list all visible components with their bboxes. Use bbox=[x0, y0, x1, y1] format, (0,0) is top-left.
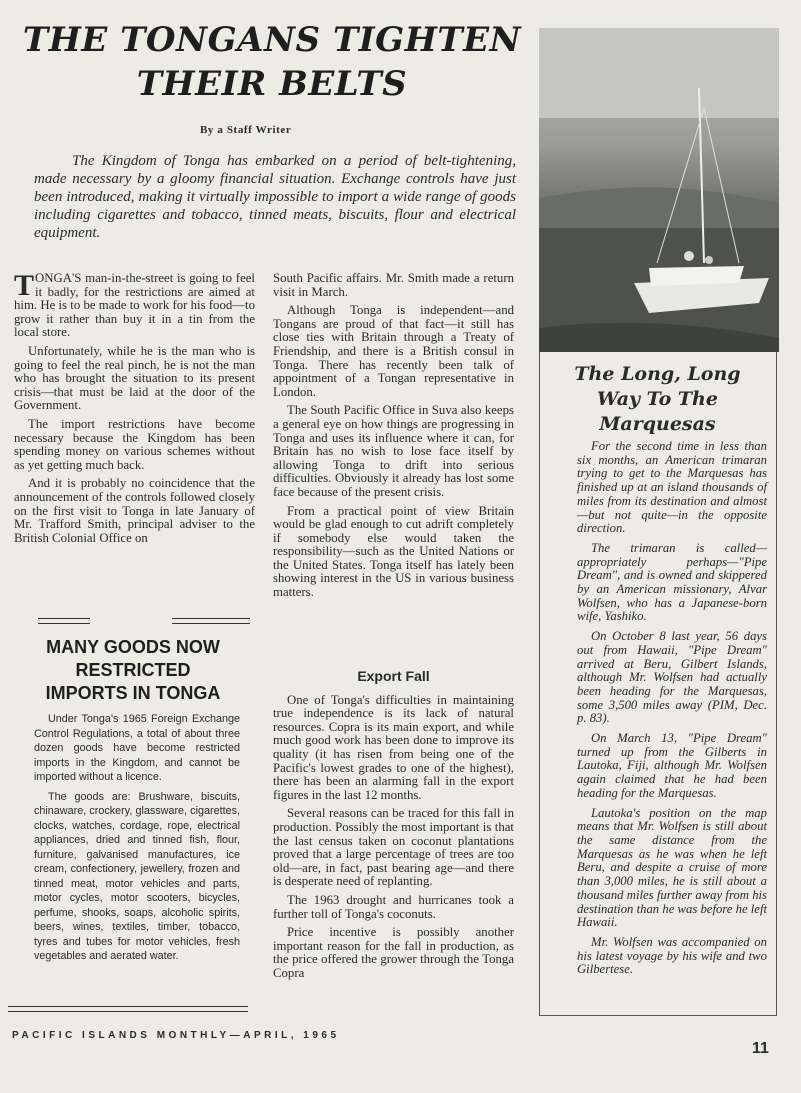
paragraph: South Pacific affairs. Mr. Smith made a return visit in March. bbox=[273, 271, 514, 299]
paragraph: The 1963 drought and hurricanes took a further toll of Tonga's coconuts. bbox=[273, 892, 514, 921]
page-number: 11 bbox=[752, 1040, 769, 1057]
drop-cap: T bbox=[14, 269, 35, 302]
paragraph: TONGA'S man-in-the-street is going to feel it badly, for the restrictions are aimed at him. He is to be made to work for his food—to grow it rather than buy it in a tin from the local store. bbox=[14, 269, 255, 340]
sidebar-title: The Long, Long Way To The Marquesas bbox=[574, 363, 741, 435]
intro-paragraph: The Kingdom of Tonga has embarked on a period of belt-tightening, made necessary by a gloomy financial situation. Exchange controls have just been introduced, making it virtually impossible to import a wide range of goods including cigarettes and tobacco, tinned meats, biscuits, flour and electrical equipment. bbox=[34, 153, 516, 241]
page-footer: PACIFIC ISLANDS MONTHLY—APRIL, 1965 bbox=[12, 1030, 340, 1041]
headline-line-1: THE TONGANS TIGHTEN bbox=[22, 20, 522, 60]
paragraph: The import restrictions have become necessary because the Kingdom has been spending money on various schemes without as yet getting much back. bbox=[14, 416, 255, 472]
paragraph: One of Tonga's difficulties in maintaining true independence is its lack of natural resources. Copra is its main export, and while much good work has been done to improve its quality (it has risen from being one of the Pacific's lowest grades to one of the highest), there has been an alarming fall in the export figures in the last 12 months. bbox=[273, 692, 514, 802]
paragraph: Several reasons can be traced for this fall in production. Possibly the most important is that the last census taken on coconut plantations proved that a large percentage of trees are too old—are, in fact, past bearing age—and there is desperate need of replanting. bbox=[273, 806, 514, 889]
article-headline bbox=[12, 18, 532, 106]
divider bbox=[172, 618, 250, 624]
paragraph: The South Pacific Office in Suva also keeps a general eye on how things are progressing in Tonga and uses its influence where it can, for Britain has no wish to lose face itself by allowing Tonga to drift into serious difficulties. Obviously it already has lost some face because of the present crisis. bbox=[273, 403, 514, 499]
paragraph: The goods are: Brushware, biscuits, chinaware, crockery, glassware, cigarettes, clocks, watches, cordage, rope, electrical appliances, dried and tinned fish, flour, furniture, galvanised manufactures, ice cream, confectionery, jewellery, frozen and tinned meat, motor vehicles and parts, motor cycles, motor scooters, bicycles, perfume, shooks, soaps, alcoholic spirits, beers, wines, textiles, timber, tobacco, tyres and tubes for motor vehicles, fresh vegetables and aerated water. bbox=[34, 790, 240, 962]
paragraph: The trimaran is called—appropriately perhaps—"Pipe Dream", and is owned and skippered by an American missionary, Alvar Wolfsen, who has a Japanese-born wife, Yashiko. bbox=[577, 540, 767, 624]
divider bbox=[38, 618, 90, 624]
section-subhead: Export Fall bbox=[357, 668, 430, 684]
paragraph: Unfortunately, while he is the man who is going to feel the real pinch, he is not the man who has brought the situation to its present crisis—that must be laid at the door of the Government. bbox=[14, 343, 255, 413]
restricted-goods-box bbox=[34, 712, 240, 969]
paragraph: Although Tonga is independent—and Tongans are proud of that fact—it still has close ties with Britain through a Treaty of Friendship, and there is a British consul in Tonga. There has recently been talk of appointment of a Tongan representative in London. bbox=[273, 303, 514, 399]
paragraph: On October 8 last year, 56 days out from Hawaii, "Pipe Dream" arrived at Beru, Gilbert Islands, although Mr. Wolfsen had actually been heading for the Marquesas, some 3,500 miles away (PIM, Dec. p. 83). bbox=[577, 629, 767, 726]
byline: By a Staff Writer bbox=[200, 124, 292, 136]
paragraph: Lautoka's position on the map means that Mr. Wolfsen is still about the same distance from the Marquesas as he was when he left Beru, and despite a cruise of more than 3,000 miles, he is still about a thousand miles further away from his destination than he was before he left Hawaii. bbox=[577, 805, 767, 930]
paragraph: From a practical point of view Britain would be glad enough to cut adrift completely if somebody else would taken the responsibility—such as the United Nations or the United States. Tonga itself has lately been showing interest in the US in various business matters. bbox=[273, 503, 514, 600]
paragraph: Price incentive is possibly another important reason for the fall in production, as the price offered the grower through the Tonga Copra bbox=[273, 925, 514, 980]
headline-line-2: THEIR BELTS bbox=[136, 64, 408, 104]
paragraph: On March 13, "Pipe Dream" turned up from the Gilberts in Lautoka, Fiji, although Mr. Wolfsen again claimed that he had been heading for the Marquesas. bbox=[577, 731, 767, 800]
divider bbox=[8, 1006, 248, 1012]
paragraph: And it is probably no coincidence that the announcement of the controls followed closely on the first visit to Tonga in late January of Mr. Trafford Smith, principal adviser to the British Colonial Office on bbox=[14, 476, 255, 545]
main-column-2 bbox=[273, 272, 514, 605]
box-title: MANY GOODS NOW RESTRICTED IMPORTS IN TONGA bbox=[45, 637, 221, 703]
main-column-2-lower bbox=[273, 670, 514, 985]
paragraph: Mr. Wolfsen was accompanied on his latest voyage by his wife and two Gilbertese. bbox=[577, 934, 767, 977]
trimaran-photo bbox=[539, 28, 779, 352]
paragraph: Under Tonga's 1965 Foreign Exchange Control Regulations, a total of about three dozen goods have become restricted imports in the Kingdom, and cannot be imported without a licence. bbox=[34, 713, 240, 783]
sidebar-article bbox=[577, 440, 767, 983]
main-column-1 bbox=[14, 269, 255, 550]
paragraph: For the second time in less than six months, an American trimaran trying to get to the Marquesas has finished up at an island thousands of miles from its destination and almost—but not quite—in the opposite direction. bbox=[577, 439, 767, 536]
